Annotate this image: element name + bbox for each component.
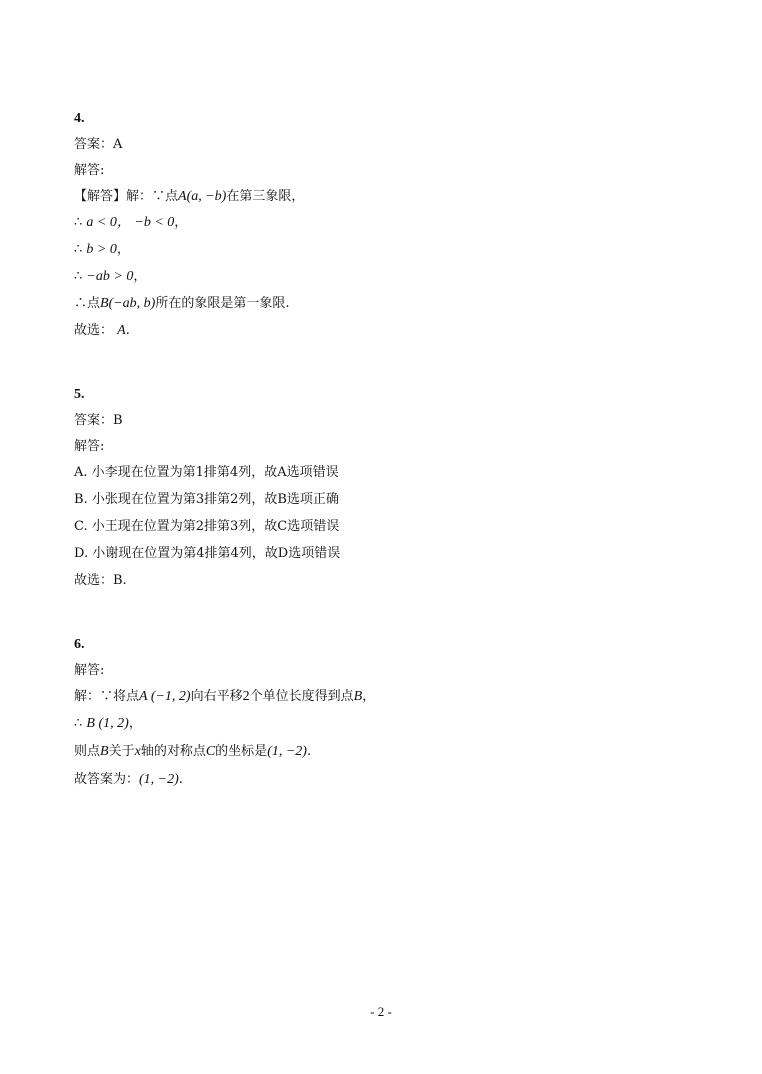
q6-l4-b: . [178,772,183,787]
q4-line-4-text: ∴ [74,269,83,284]
q6-l3-math3: C [205,744,216,759]
q6-l2-a: ∴ [74,716,83,731]
q4-solution-line-4 [74,268,146,286]
q6-l2-b: ， [128,716,142,731]
q6-l3-a: 则点 [74,744,101,759]
question-6-solution-label: 解答: [74,663,105,678]
q6-l3-b: 关于 [108,744,135,759]
question-5-answer: 答案：B [74,413,123,428]
q4-solution-line-5 [74,295,289,313]
q5-option-a: A. 小李现在位置为第1排第4列，故A选项错误 [74,465,339,480]
q6-l1-b: 向右平移 [190,689,243,704]
q4-line-3-text: ∴ [74,242,83,257]
q6-l1-d: ， [362,689,376,704]
q4-line-1-after: 在第三象限， [226,189,305,204]
q6-l1-a: 解：∵将点 [74,689,140,704]
q4-line-5-text: ∴点 [74,296,101,311]
question-5-solution-label: 解答: [74,439,105,454]
q4-line-6-text: 故选： [74,323,114,338]
q6-solution-line-3 [74,743,311,761]
q4-solution-line-2 [74,214,187,232]
question-5-number: 5. [74,387,85,402]
question-4-number: 4. [74,111,85,126]
page-number: - 2 - [370,1004,392,1019]
q5-option-b: B. 小张现在位置为第3排第2列，故B选项正确 [74,492,339,507]
q4-line-6-math: A [117,323,126,338]
q5-option-c: C. 小王现在位置为第2排第3列，故C选项错误 [74,519,340,534]
q4-line-4-after: ， [133,269,147,284]
q6-l1-math1: A (−1, 2) [139,689,191,704]
q4-line-3-math: b > 0 [86,242,117,257]
q5-option-d: D. 小谢现在位置为第4排第4列，故D选项错误 [74,546,341,561]
q6-l4-math: (1, −2) [139,772,179,787]
q4-line-2-after: ， [174,215,188,230]
q4-solution-line-6 [74,322,130,340]
q4-line-4-math: −ab > 0 [86,269,134,284]
q4-line-2-text: ∴ [74,215,83,230]
q6-l3-d: 的坐标是 [215,744,268,759]
q6-l1-c: 个单位长度得到点 [249,689,354,704]
q5-conclusion: 故选：B. [74,573,127,588]
q4-line-1-text: 【解答】解：∵点 [74,189,179,204]
question-4-answer: 答案：A [74,137,123,152]
q4-line-2-math: a < 0， −b < 0 [86,215,175,230]
q6-solution-line-1 [74,688,375,706]
q6-l1-math3: B [353,689,363,704]
q6-l3-math4: (1, −2) [267,744,307,759]
q6-l3-math1: B [100,744,109,759]
q4-line-6-after: . [125,323,130,338]
q6-l3-math2: x [134,744,141,759]
q4-line-1-math: A(a, −b) [178,189,227,204]
q6-l4-a: 故答案为： [74,772,140,787]
q4-solution-line-1 [74,188,304,206]
question-6-number: 6. [74,637,85,652]
q6-l1-math2: 2 [242,689,250,704]
question-4-solution-label: 解答: [74,163,105,178]
q6-solution-line-2 [74,715,142,733]
q4-solution-line-3 [74,241,130,259]
q6-l3-c: 轴的对称点 [140,744,206,759]
q4-line-5-after: 所在的象限是第一象限. [155,296,290,311]
q6-solution-line-4 [74,771,183,789]
q6-l3-e: . [306,744,312,759]
q4-line-3-after: ， [116,242,130,257]
q6-l2-math: B (1, 2) [86,716,129,731]
q4-line-5-math: B(−ab, b) [100,296,156,311]
